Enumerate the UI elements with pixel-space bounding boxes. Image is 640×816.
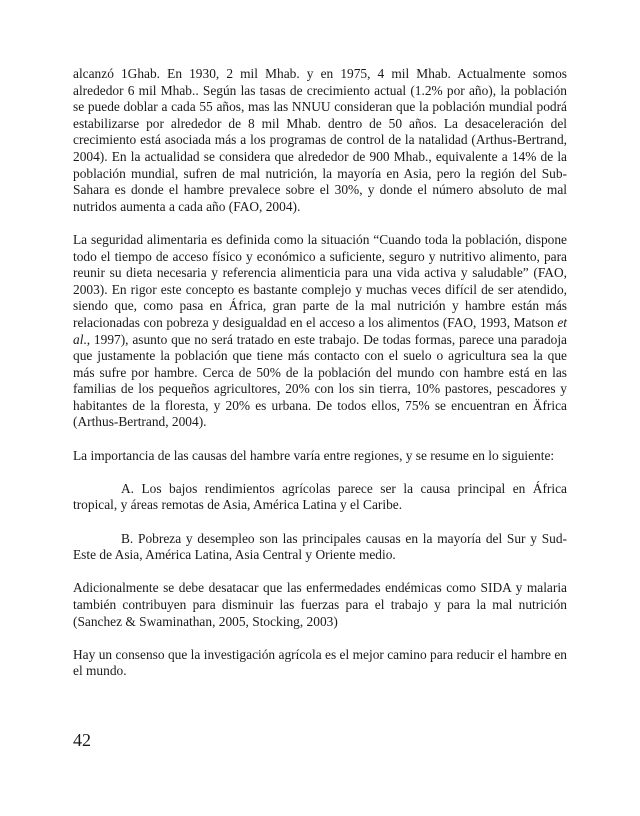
paragraph-causes-intro: La importancia de las causas del hambre varía entre regiones, y se resume en lo siguiente: (73, 447, 555, 463)
paragraph-text: ., 1997), asunto que no será tratado en este trabajo. De todas formas, parece una paradoja que justamente la población que tiene más contacto con el suelo o agricultura sea la que más sufre por hambre. Cerca de 50% de la población del mundo con hambre está en las familias de los pequeños agricultores, 20% con los sin tierra, 10% pastores, pescadores y habitantes de la floresta, y 20% es urbana. De todos ellos, 75% se encuentran en Äfrica (Arthus-Bertrand, 2004). (73, 331, 567, 430)
paragraph-text: La seguridad alimentaria es definida como la situación “Cuando toda la población, dispone todo el tiempo de acceso físico y económico a suficiente, seguro y nutritivo alimento, para reunir su dieta necesaria y referencia alimenticia para una vida activa y saludable” (FAO, 2003). En rigor este concepto es bastante complejo y muchas veces difícil de ser atendido, siendo que, como pasa en África, gran parte de la mal nutrición y hambre están más relacionadas con pobreza y desigualdad en el acceso a los alimentos (FAO, 1993, Matson (73, 231, 567, 330)
italic-citation: et al (73, 314, 567, 347)
list-item-b: B. Pobreza y desempleo son las principales causas en la mayoría del Sur y Sud-Este de Asia, América Latina, Asia Central y Oriente medio. (73, 530, 567, 563)
paragraph-food-security (73, 232, 567, 431)
document-body (73, 66, 567, 697)
paragraph-consensus: Hay un consenso que la investigación agrícola es el mejor camino para reducir el hambre en el mundo. (73, 646, 567, 679)
list-item-a: A. Los bajos rendimientos agrícolas parece ser la causa principal en África tropical, y áreas remotas de Asia, América Latina y el Caribe. (73, 480, 567, 513)
page-number: 42 (73, 730, 91, 750)
paragraph-population: alcanzó 1Ghab. En 1930, 2 mil Mhab. y en 1975, 4 mil Mhab. Actualmente somos alrededor 6 mil Mhab.. Según las tasas de crecimiento actual (1.2% por año), la población se puede doblar a cada 55 años, mas las NNUU consideran que la población mundial podrá estabilizarse por alrededor de 8 mil Mhab. dentro de 50 años. La desaceleración del crecimiento está asociada más a los programas de control de la natalidad (Arthus-Bertrand, 2004). En la actualidad se considera que alrededor de 900 Mhab., equivalente a 14% de la población mundial, sufren de mal nutrición, la mayoría en Asia, pero la región del Sub-Sahara es donde el hambre prevalece sobre el 30%, y donde el número absoluto de mal nutridos aumenta a cada año (FAO, 2004). (73, 66, 567, 214)
paragraph-diseases: Adicionalmente se debe desatacar que las enfermedades endémicas como SIDA y malaria también contribuyen para disminuir las fuerzas para el trabajo y para la mal nutrición (Sanchez & Swaminathan, 2005, Stocking, 2003) (73, 580, 567, 629)
